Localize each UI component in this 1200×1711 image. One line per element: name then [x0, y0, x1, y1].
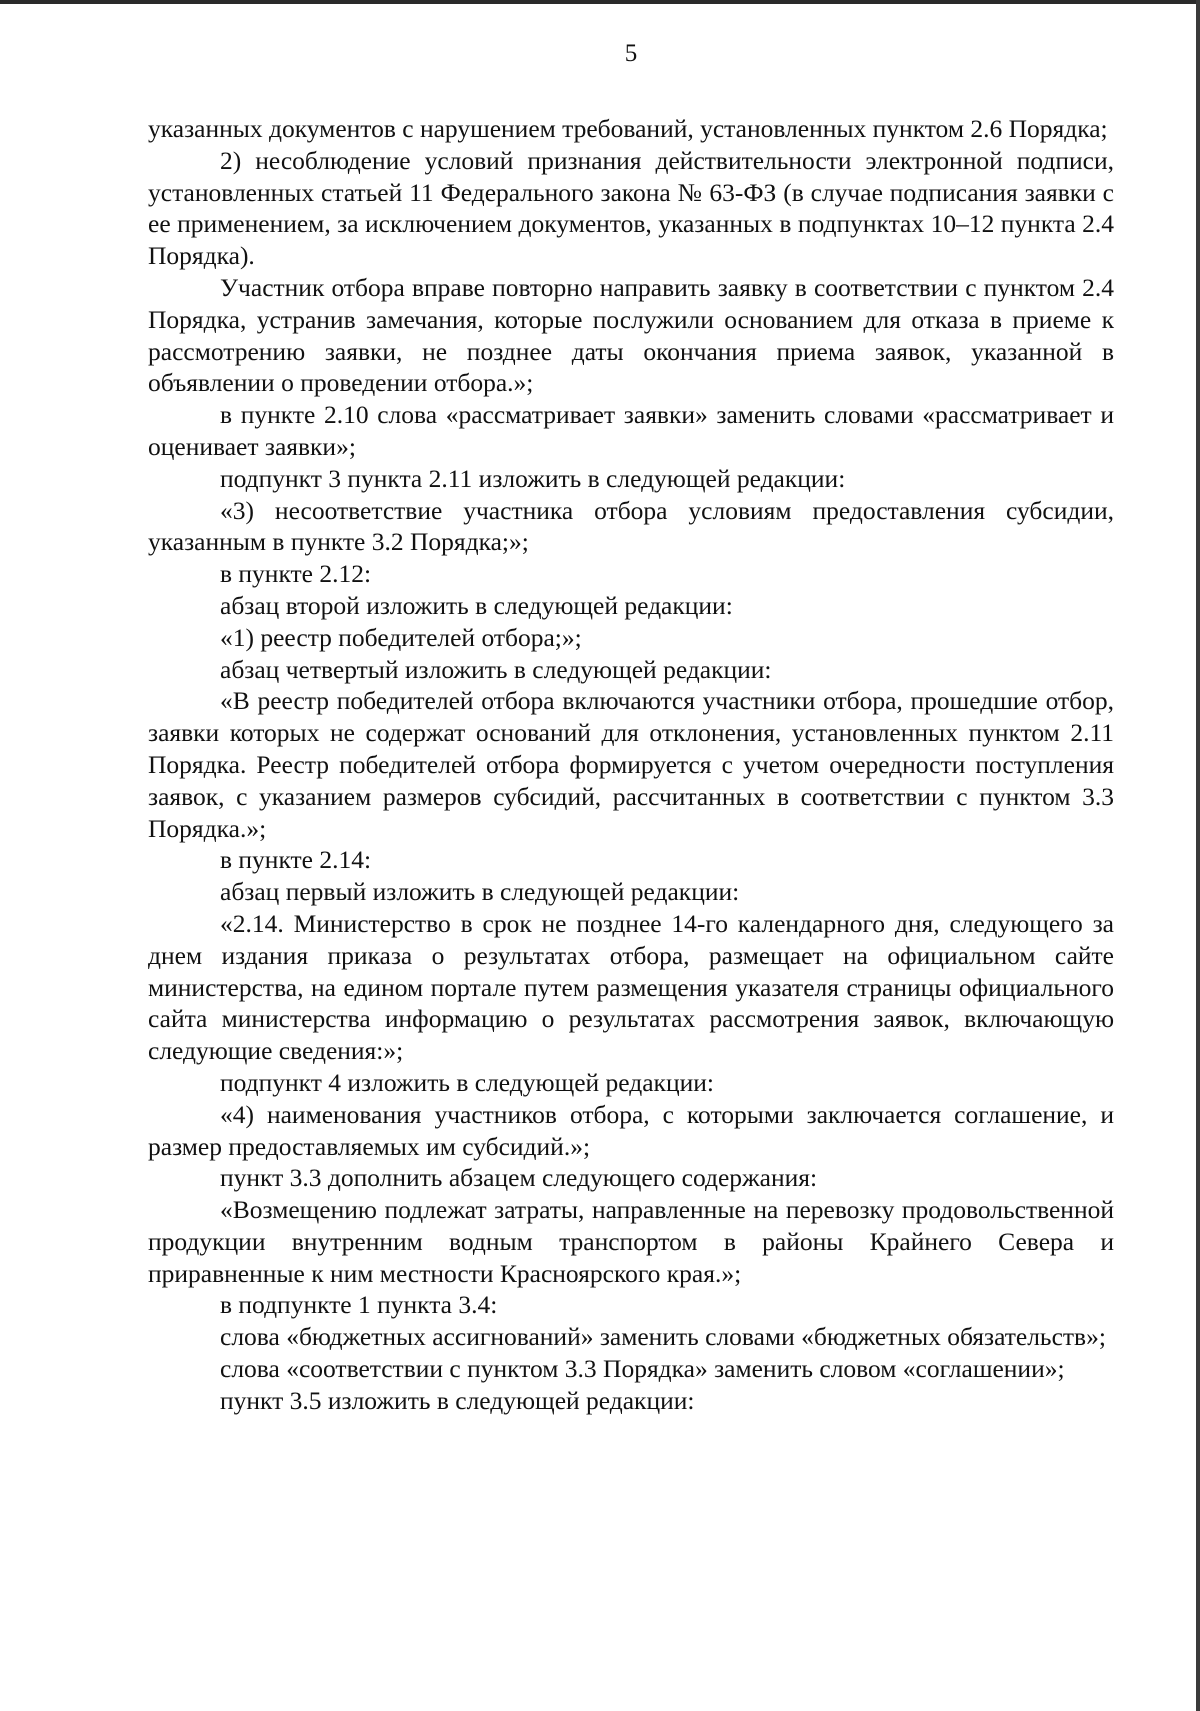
- paragraph: «4) наименования участников отбора, с которыми заключается соглашение, и размер предоставляемых им субсидий.»;: [148, 1099, 1114, 1161]
- paragraph: «Возмещению подлежат затраты, направленные на перевозку продовольственной продукции внутренним водным транспортом в районы Крайнего Севера и приравненные к ним местности Красноярского края.»;: [148, 1195, 1114, 1288]
- paragraph: пункт 3.5 изложить в следующей редакции:: [220, 1385, 695, 1415]
- paragraph: указанных документов с нарушением требований, установленных пунктом 2.6 Порядка;: [148, 114, 1108, 143]
- paragraph: подпункт 3 пункта 2.11 изложить в следующей редакции:: [220, 463, 846, 493]
- paragraph: абзац первый изложить в следующей редакции:: [220, 877, 740, 907]
- paragraph: подпункт 4 изложить в следующей редакции:: [220, 1067, 714, 1097]
- paragraph: «3) несоответствие участника отбора условиям предоставления субсидии, указанным в пункте 3.2 Порядка;»;: [148, 495, 1114, 557]
- document-body: [148, 113, 1114, 1417]
- page-number: 5: [624, 40, 638, 67]
- paragraph: в подпункте 1 пункта 3.4:: [220, 1290, 498, 1320]
- paragraph: 2) несоблюдение условий признания действительности электронной подписи, установленных статьей 11 Федерального закона № 63-ФЗ (в случае подписания заявки с ее применением, за исключением документов, указанных в подпунктах 10–12 пункта 2.4 Порядка).: [148, 145, 1114, 271]
- paragraph: в пункте 2.12:: [220, 559, 372, 589]
- paragraph: слова «бюджетных ассигнований» заменить словами «бюджетных обязательств»;: [220, 1322, 1106, 1352]
- scan-right-edge: [1196, 0, 1200, 1711]
- paragraph: Участник отбора вправе повторно направить заявку в соответствии с пунктом 2.4 Порядка, устранив замечания, которые послужили основанием для отказа в приеме к рассмотрению заявки, не позднее даты окончания приема заявок, указанной в объявлении о проведении отбора.»;: [148, 272, 1114, 398]
- paragraph: «1) реестр победителей отбора;»;: [220, 622, 582, 652]
- paragraph: абзац второй изложить в следующей редакции:: [220, 590, 733, 620]
- scan-top-edge: [0, 0, 1200, 4]
- paragraph: в пункте 2.10 слова «рассматривает заявки» заменить словами «рассматривает и оценивает заявки»;: [148, 400, 1114, 461]
- paragraph: слова «соответствии с пунктом 3.3 Порядка» заменить словом «соглашении»;: [220, 1354, 1065, 1384]
- paragraph: абзац четвертый изложить в следующей редакции:: [220, 654, 772, 684]
- paragraph: «В реестр победителей отбора включаются участники отбора, прошедшие отбор, заявки которых не содержат оснований для отклонения, установленных пунктом 2.11 Порядка. Реестр победителей отбора формируется с учетом очередности поступления заявок, с указанием размеров субсидий, рассчитанных в соответствии с пунктом 3.3 Порядка.»;: [148, 686, 1114, 843]
- paragraph: «2.14. Министерство в срок не позднее 14-го календарного дня, следующего за днем издания приказа о результатах отбора, размещает на официальном сайте министерства, на едином портале путем размещения указателя страницы официального сайта министерства информацию о результатах рассмотрения заявок, включающую следующие сведения:»;: [148, 908, 1114, 1066]
- paragraph: в пункте 2.14:: [220, 845, 372, 875]
- paragraph: пункт 3.3 дополнить абзацем следующего содержания:: [220, 1163, 818, 1193]
